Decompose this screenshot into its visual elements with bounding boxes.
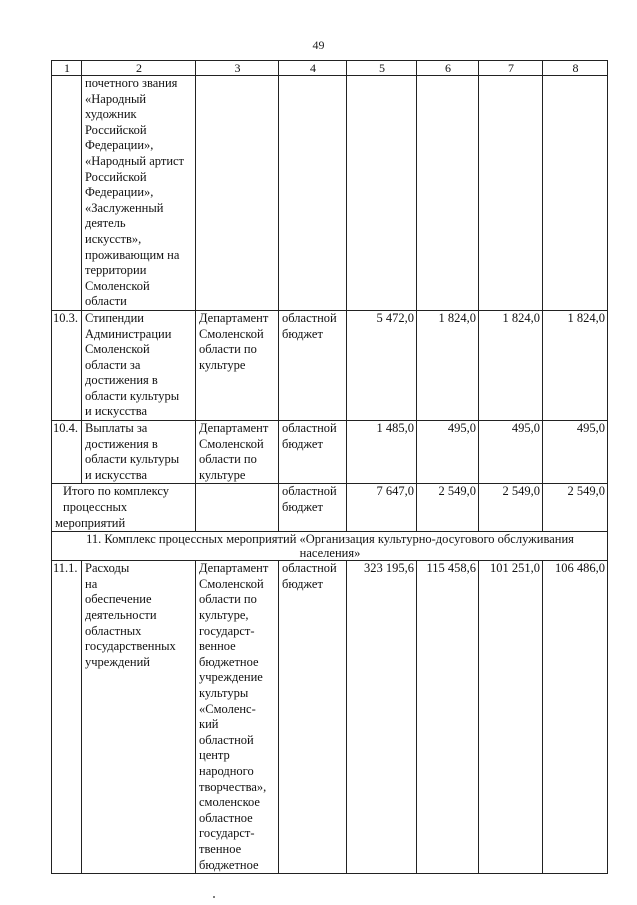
- executor-line: государст-: [199, 623, 255, 638]
- table-row-10-3: [52, 310, 608, 420]
- executor-line: области по: [199, 592, 257, 607]
- cell-year-3: 106 486,0: [543, 561, 608, 874]
- name-line: Выплаты за: [85, 421, 148, 436]
- executor-line: бюджетное: [199, 654, 259, 669]
- name-line: Смоленской: [85, 278, 150, 293]
- section-title-line: 11. Комплекс процессных мероприятий «Организация культурно-досугового обслуживания: [86, 532, 574, 547]
- cell-year-1: 1 824,0: [417, 310, 479, 420]
- name-line: «Заслуженный: [85, 200, 164, 215]
- cell-executor: [196, 484, 279, 532]
- cell-year-2: [479, 76, 543, 311]
- executor-line: области по: [199, 452, 257, 467]
- cell-number: 10.4.: [52, 421, 82, 484]
- name-line: Российской: [85, 122, 147, 137]
- cell-year-1: 2 549,0: [417, 484, 479, 532]
- table-row-11-1: [52, 561, 608, 874]
- name-line: государственных: [85, 639, 176, 654]
- name-line: достижения в: [85, 436, 158, 451]
- column-number: 8: [543, 61, 608, 76]
- total-label-line: процессных: [63, 500, 128, 515]
- column-number: 5: [347, 61, 417, 76]
- executor-line: Департамент: [199, 310, 269, 325]
- name-line: обеспечение: [85, 592, 152, 607]
- source-line: бюджет: [282, 326, 323, 341]
- executor-line: венное: [199, 639, 236, 654]
- table-row-continued: [52, 76, 608, 311]
- section-title: [52, 532, 608, 561]
- name-line: области за: [85, 357, 141, 372]
- cell-total: 323 195,6: [347, 561, 417, 874]
- name-line: и искусства: [85, 467, 148, 482]
- executor-line: твенное: [199, 841, 242, 856]
- executor-line: учреждение: [199, 670, 263, 685]
- source-line: областной: [282, 421, 337, 436]
- name-line: «Народный: [85, 91, 147, 106]
- executor-line: бюджетное: [199, 857, 259, 872]
- column-number: 1: [52, 61, 82, 76]
- executor-line: Смоленской: [199, 326, 264, 341]
- name-line: областных: [85, 623, 142, 638]
- cell-year-3: 1 824,0: [543, 310, 608, 420]
- name-line: Федерации»,: [85, 138, 154, 153]
- cell-source: [279, 421, 347, 484]
- cell-year-3: 495,0: [543, 421, 608, 484]
- executor-line: культуре,: [199, 608, 249, 622]
- name-line: деятель: [85, 216, 126, 231]
- cell-year-3: 2 549,0: [543, 484, 608, 532]
- name-line: Российской: [85, 169, 147, 184]
- cell-year-1: 115 458,6: [417, 561, 479, 874]
- cell-executor: [196, 421, 279, 484]
- cell-year-2: 2 549,0: [479, 484, 543, 532]
- name-word: на: [85, 576, 98, 591]
- section-title-line: населения»: [299, 546, 361, 561]
- name-line: области культуры: [85, 452, 180, 467]
- cell-year-2: 495,0: [479, 421, 543, 484]
- source-line: областной: [282, 484, 337, 499]
- executor-line: кий: [199, 717, 219, 732]
- name-line: территории: [85, 263, 147, 278]
- executor-line: «Смоленс-: [199, 701, 256, 716]
- cell-total: 7 647,0: [347, 484, 417, 532]
- cell-number: [52, 76, 82, 311]
- name-line: почетного звания: [85, 76, 178, 90]
- executor-line: областной: [199, 732, 254, 747]
- name-line: Федерации»,: [85, 185, 154, 200]
- name-line: Смоленской: [85, 342, 150, 357]
- name-line: достижения в: [85, 373, 158, 388]
- cell-name: [82, 76, 196, 311]
- cell-total: 5 472,0: [347, 310, 417, 420]
- source-line: бюджет: [282, 576, 323, 591]
- executor-line: Смоленской: [199, 436, 264, 451]
- name-line: деятельности: [85, 608, 157, 622]
- executor-line: государст-: [199, 826, 255, 841]
- name-line: проживающим на: [85, 247, 180, 262]
- cell-name: [82, 561, 196, 874]
- executor-line: Департамент: [199, 421, 269, 436]
- cell-name: [82, 421, 196, 484]
- cell-source: [279, 484, 347, 532]
- name-line: учреждений: [85, 654, 150, 669]
- executor-line: Департамент: [199, 561, 269, 576]
- cell-name: [82, 310, 196, 420]
- source-line: областной: [282, 310, 337, 325]
- source-line: бюджет: [282, 436, 323, 451]
- name-line: Стипендии: [85, 310, 144, 325]
- cell-year-1: [417, 76, 479, 311]
- executor-line: Смоленской: [199, 576, 264, 591]
- source-line: областной: [282, 561, 337, 576]
- column-number: 7: [479, 61, 543, 76]
- scan-speck: [213, 896, 215, 898]
- section-header-row: [52, 532, 608, 561]
- name-line: художник: [85, 107, 137, 122]
- executor-line: творчества»,: [199, 779, 267, 794]
- column-number-row: [52, 61, 608, 76]
- total-label-line: мероприятий: [55, 515, 126, 530]
- cell-year-1: 495,0: [417, 421, 479, 484]
- name-word: Расходы: [85, 561, 130, 576]
- table-row-10-4: [52, 421, 608, 484]
- name-line: Администрации: [85, 326, 172, 341]
- executor-line: культуре: [199, 467, 246, 482]
- cell-year-2: 1 824,0: [479, 310, 543, 420]
- table-row-total: [52, 484, 608, 532]
- column-number: 6: [417, 61, 479, 76]
- name-line: [85, 561, 193, 592]
- cell-year-2: 101 251,0: [479, 561, 543, 874]
- cell-executor: [196, 561, 279, 874]
- executor-line: смоленское: [199, 795, 260, 810]
- column-number: 2: [82, 61, 196, 76]
- cell-year-3: [543, 76, 608, 311]
- cell-total-label: [52, 484, 196, 532]
- cell-number: 11.1.: [52, 561, 82, 874]
- page-number: 49: [312, 38, 325, 52]
- name-line: и искусства: [85, 404, 148, 419]
- cell-source: [279, 310, 347, 420]
- cell-source: [279, 76, 347, 311]
- executor-line: области по: [199, 342, 257, 357]
- cell-executor: [196, 76, 279, 311]
- cell-total: [347, 76, 417, 311]
- executor-line: культуре: [199, 357, 246, 372]
- executor-line: народного: [199, 763, 254, 778]
- total-label-line: Итого по комплексу: [63, 484, 170, 499]
- name-line: области: [85, 294, 127, 309]
- cell-total: 1 485,0: [347, 421, 417, 484]
- executor-line: культуры: [199, 685, 249, 700]
- cell-executor: [196, 310, 279, 420]
- name-line: «Народный артист: [85, 153, 185, 168]
- budget-table: [51, 60, 608, 874]
- column-number: 3: [196, 61, 279, 76]
- column-number: 4: [279, 61, 347, 76]
- name-line: области культуры: [85, 388, 180, 403]
- cell-source: [279, 561, 347, 874]
- cell-number: 10.3.: [52, 310, 82, 420]
- executor-line: центр: [199, 748, 230, 763]
- executor-line: областное: [199, 810, 253, 825]
- name-line: искусств»,: [85, 231, 142, 246]
- source-line: бюджет: [282, 500, 323, 515]
